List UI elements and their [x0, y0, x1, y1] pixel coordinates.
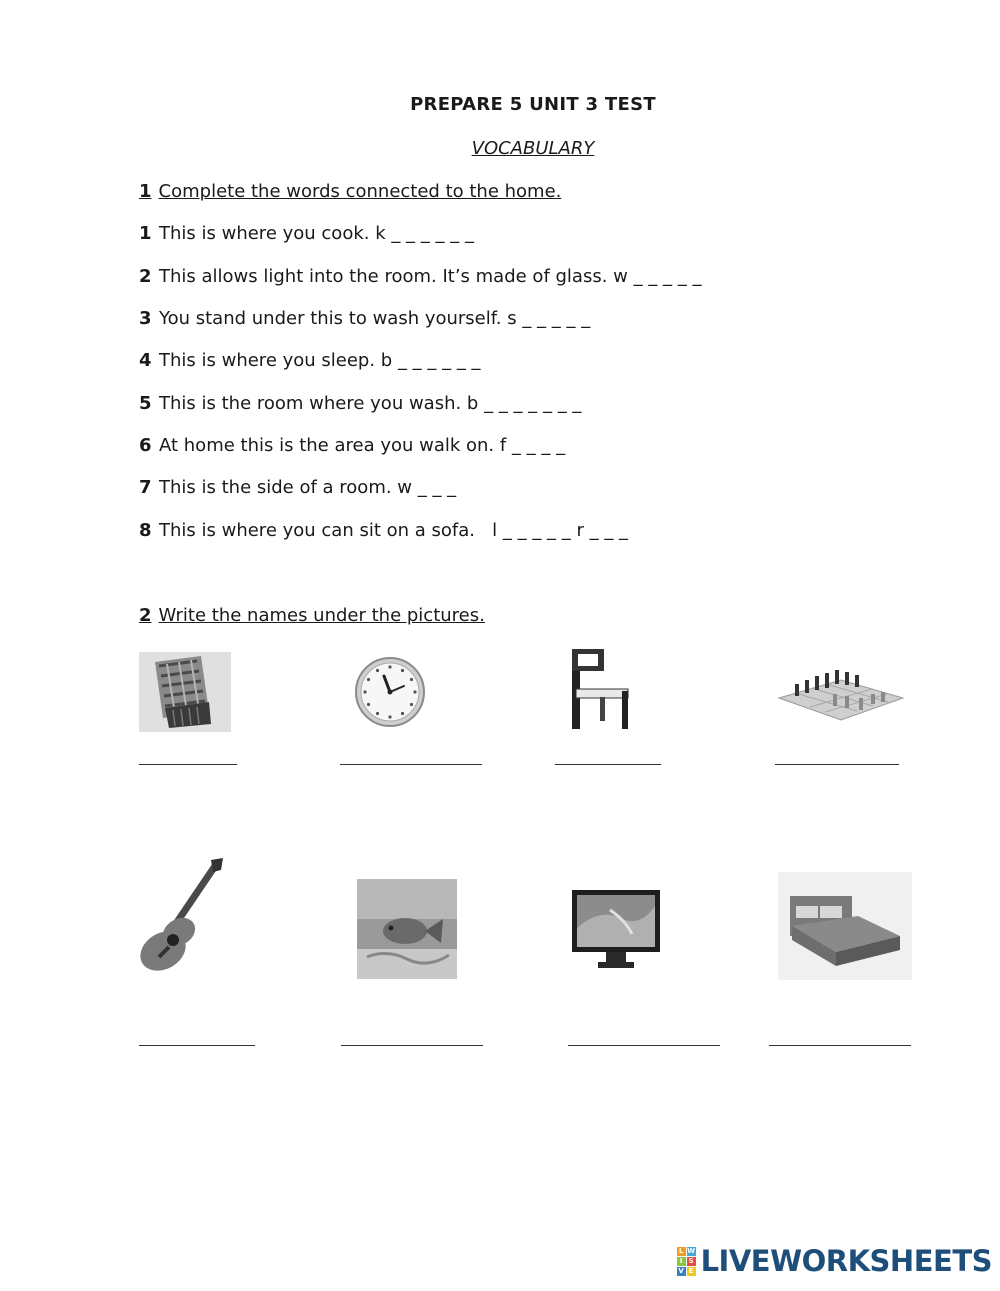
clock-icon [354, 656, 426, 728]
answer-line-6[interactable] [341, 1045, 483, 1046]
question-8: 8 This is where you can sit on a sofa. l _ _ _ _ _ r _ _ _ [139, 520, 629, 541]
liveworksheets-logo [677, 1243, 992, 1279]
question-2: 2 This allows light into the room. It’s made of glass. w _ _ _ _ _ [139, 266, 702, 287]
answer-line-4[interactable] [775, 764, 899, 765]
answer-line-3[interactable] [555, 764, 661, 765]
chair-icon [566, 645, 632, 731]
question-7: 7 This is the side of a room. w _ _ _ [139, 477, 457, 498]
question-6: 6 At home this is the area you walk on. f _ _ _ _ [139, 435, 566, 456]
answer-line-1[interactable] [139, 764, 237, 765]
television-icon [570, 888, 662, 972]
question-1: 1 This is where you cook. k _ _ _ _ _ _ [139, 223, 474, 244]
bed-icon [778, 872, 912, 980]
section-title: VOCABULARY [471, 138, 595, 159]
answer-line-5[interactable] [139, 1045, 255, 1046]
question-3: 3 You stand under this to wash yourself. s _ _ _ _ _ [139, 308, 591, 329]
answer-line-2[interactable] [340, 764, 482, 765]
page-title: PREPARE 5 UNIT 3 TEST [410, 94, 656, 115]
exercise2-instruction: 2 Write the names under the pictures. [139, 605, 485, 626]
exercise1-instruction: 1 Complete the words connected to the home. [139, 181, 562, 202]
goldfish-icon [357, 879, 457, 979]
answer-line-7[interactable] [568, 1045, 720, 1046]
blanket-icon [139, 652, 231, 732]
question-4: 4 This is where you sleep. b _ _ _ _ _ _ [139, 350, 481, 371]
guitar-icon [137, 856, 229, 974]
question-5: 5 This is the room where you wash. b _ _ _ _ _ _ _ [139, 393, 582, 414]
logo-blocks-icon: L W I S V E [678, 1246, 695, 1275]
answer-line-8[interactable] [769, 1045, 911, 1046]
chessboard-icon [775, 662, 907, 724]
brand-name: LIVEWORKSHEETS [700, 1244, 992, 1278]
